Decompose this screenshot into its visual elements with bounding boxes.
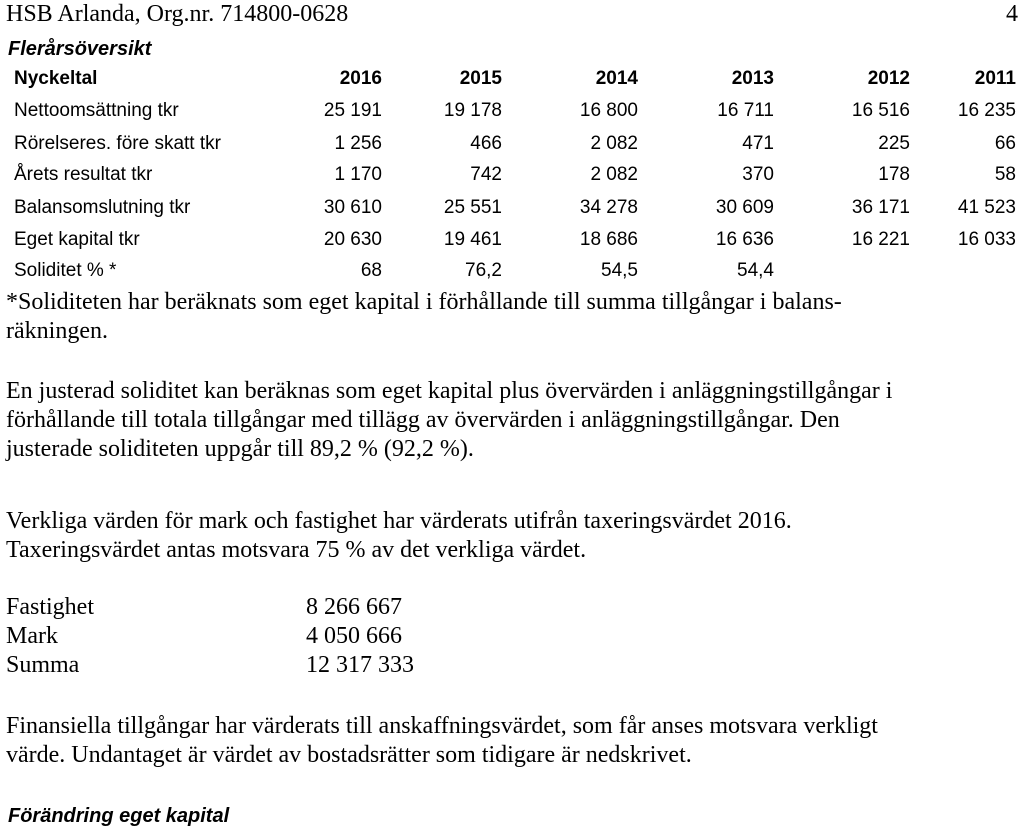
row-label: Eget kapital tkr — [14, 229, 140, 250]
table-cell: 16 800 — [579, 100, 638, 121]
table-cell: 25 551 — [443, 197, 502, 218]
paragraph-line: En justerad soliditet kan beräknas som eget kapital plus övervärden i anläggningstillgångar i — [6, 378, 893, 404]
table-cell: 466 — [470, 133, 502, 154]
table-row — [0, 129, 1024, 159]
paragraph-line: Finansiella tillgångar har värderats till anskaffningsvärdet, som får anses motsvara verkligt — [6, 713, 878, 739]
table-row — [6, 651, 506, 680]
table-cell: 16 711 — [717, 100, 774, 121]
table-cell: 16 033 — [957, 229, 1016, 250]
table-cell: 19 178 — [443, 100, 502, 121]
footnote-line: *Soliditeten har beräknats som eget kapital i förhållande till summa tillgångar i balans- — [6, 289, 842, 315]
table-row — [0, 225, 1024, 255]
organization-line: HSB Arlanda, Org.nr. 714800-0628 — [6, 1, 349, 27]
table-cell: 54,4 — [737, 260, 774, 281]
table-cell: 30 610 — [323, 197, 382, 218]
year-header: 2015 — [459, 68, 502, 89]
row-label: Rörelseres. före skatt tkr — [14, 133, 221, 154]
row-label: Balansomslutning tkr — [14, 197, 191, 218]
table-row — [6, 593, 506, 622]
table-cell: 41 523 — [957, 197, 1016, 218]
year-header: 2013 — [731, 68, 774, 89]
table-cell: 2 082 — [590, 133, 638, 154]
table-cell: 66 — [994, 133, 1016, 154]
year-header: 2014 — [595, 68, 638, 89]
row-label: Årets resultat tkr — [14, 164, 153, 185]
table-cell: 16 235 — [957, 100, 1016, 121]
table-cell: 18 686 — [579, 229, 638, 250]
table-row — [0, 193, 1024, 223]
valuation-value: 8 266 667 — [306, 594, 402, 620]
fair-value-paragraph — [6, 507, 1016, 565]
row-label: Soliditet % * — [14, 260, 117, 281]
table-cell: 68 — [360, 260, 382, 281]
adjusted-solvency-paragraph — [6, 377, 1016, 464]
table-cell: 742 — [470, 164, 502, 185]
year-header: 2012 — [867, 68, 910, 89]
valuation-table — [6, 593, 506, 680]
table-cell: 76,2 — [465, 260, 502, 281]
table-cell: 19 461 — [443, 229, 502, 250]
table-cell: 471 — [742, 133, 774, 154]
key-figures-label-header: Nyckeltal — [14, 68, 98, 89]
table-cell: 58 — [994, 164, 1016, 185]
multi-year-heading: Flerårsöversikt — [8, 38, 152, 60]
table-row — [0, 256, 1024, 286]
table-cell: 36 171 — [851, 197, 910, 218]
table-cell: 54,5 — [601, 260, 638, 281]
footnote-line: räkningen. — [6, 318, 108, 344]
row-label: Nettoomsättning tkr — [14, 100, 179, 121]
paragraph-line: värde. Undantaget är värdet av bostadsrätter som tidigare är nedskrivet. — [6, 742, 692, 768]
key-figures-header-row — [0, 64, 1024, 94]
key-figures-table — [0, 0, 1024, 290]
table-cell: 16 221 — [851, 229, 910, 250]
valuation-label: Mark — [6, 623, 58, 649]
table-cell: 20 630 — [323, 229, 382, 250]
valuation-value: 12 317 333 — [306, 652, 414, 678]
table-cell: 16 636 — [715, 229, 774, 250]
table-row — [0, 160, 1024, 190]
solvency-footnote — [6, 288, 1016, 346]
valuation-value: 4 050 666 — [306, 623, 402, 649]
year-header: 2016 — [339, 68, 382, 89]
table-row — [0, 96, 1024, 126]
financial-assets-paragraph — [6, 712, 1016, 770]
valuation-label: Summa — [6, 652, 80, 678]
table-row — [6, 622, 506, 651]
table-cell: 370 — [742, 164, 774, 185]
paragraph-line: justerade soliditeten uppgår till 89,2 % (92,2 %). — [6, 436, 474, 462]
table-cell: 25 191 — [323, 100, 382, 121]
valuation-label: Fastighet — [6, 594, 94, 620]
table-cell: 30 609 — [715, 197, 774, 218]
table-cell: 16 516 — [851, 100, 910, 121]
table-cell: 1 256 — [334, 133, 382, 154]
table-cell: 1 170 — [334, 164, 382, 185]
paragraph-line: Taxeringsvärdet antas motsvara 75 % av det verkliga värdet. — [6, 537, 587, 563]
page-number: 4 — [1006, 1, 1018, 27]
table-cell: 34 278 — [579, 197, 638, 218]
equity-change-heading: Förändring eget kapital — [8, 805, 230, 827]
table-cell: 2 082 — [590, 164, 638, 185]
paragraph-line: förhållande till totala tillgångar med tillägg av övervärden i anläggningstillgångar. Den — [6, 407, 840, 433]
year-header: 2011 — [974, 68, 1016, 89]
table-cell: 178 — [878, 164, 910, 185]
table-cell: 225 — [878, 133, 910, 154]
paragraph-line: Verkliga värden för mark och fastighet har värderats utifrån taxeringsvärdet 2016. — [6, 508, 792, 534]
